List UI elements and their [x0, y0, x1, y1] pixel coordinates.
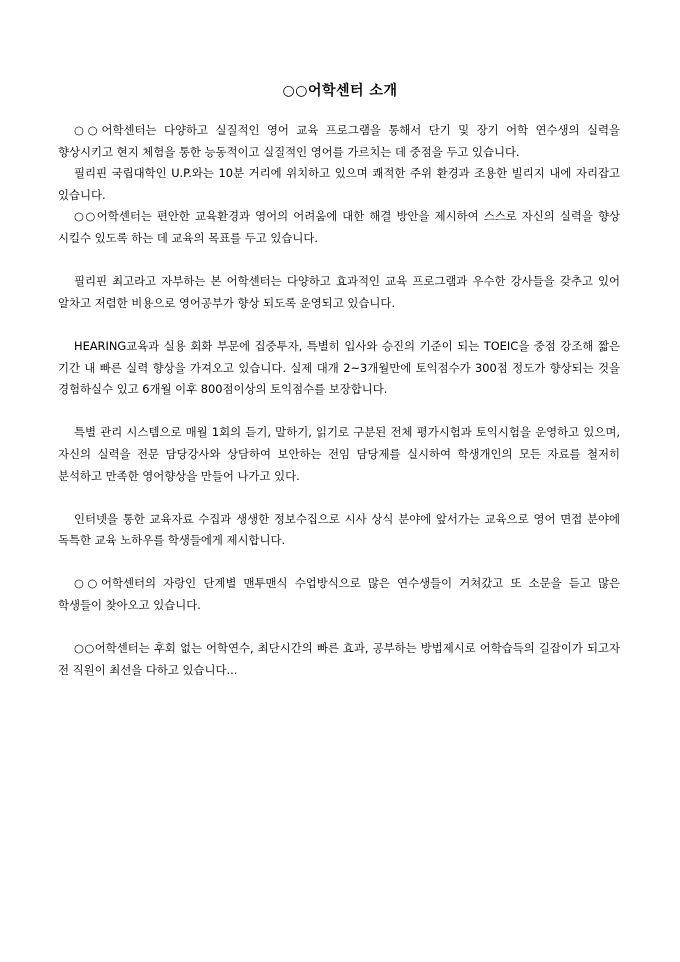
page-title: ○○어학센터 소개	[282, 83, 398, 99]
paragraph-toeic: HEARING교육과 실용 회화 부문에 집중투자, 특별히 입사와 승진의 기준이 되는 TOEIC을 중점 강조해 짧은 기간 내 빠른 실력 향상을 가져오고 있습니다. 실제 대개 2~3개월만에 토익점수가 300점 정도가 향상되는 것을 경험하실수 있고 6개월 이후 800점이상의 토익점수를 보장합니다.	[58, 338, 620, 397]
paragraph-method: ○○어학센터의 자랑인 단계별 맨투맨식 수업방식으로 많은 연수생들이 거쳐갔고 또 소문을 듣고 많은 학생들이 찾아오고 있습니다.	[58, 576, 620, 613]
paragraph-closing: ○○어학센터는 후회 없는 어학연수, 최단시간의 빠른 효과, 공부하는 방법제시로 어학습득의 길잡이가 되고자 전 직원이 최선을 다하고 있습니다...	[58, 641, 620, 677]
paragraph-programs: 필리핀 최고라고 자부하는 본 어학센터는 다양하고 효과적인 교육 프로그램과 우수한 강사들을 갖추고 있어 알차고 저렴한 비용으로 영어공부가 향상 되도록 운영되고 있습니다.	[58, 274, 620, 310]
paragraph-location: 필리핀 국립대학인 U.P.와는 10분 거리에 위치하고 있으며 쾌적한 주위 환경과 조용한 빌리지 내에 자리잡고 있습니다.	[58, 166, 620, 202]
paragraph-management: 특별 관리 시스템으로 매월 1회의 듣기, 말하기, 읽기로 구분된 전체 평가시험과 토익시험을 운영하고 있으며, 자신의 실력을 전문 담당강사와 상담하여 보안하는 전임 담당제를 실시하여 학생개인의 모든 자료를 철저히 분석하고 만족한 영어향상을 만들어 나가고 있다.	[58, 425, 620, 483]
document-body	[58, 120, 620, 681]
paragraph-intro: ○○어학센터는 다양하고 실질적인 영어 교육 프로그램을 통해서 단기 및 장기 어학 연수생의 실력을 향상시키고 현지 체험을 통한 능동적이고 실질적인 영어를 가르치는 데 중점을 두고 있습니다.	[58, 123, 620, 159]
paragraph-goal: ○○어학센터는 편안한 교육환경과 영어의 어려움에 대한 해결 방안을 제시하여 스스로 자신의 실력을 향상 시킬수 있도록 하는 데 교육의 목표를 두고 있습니다.	[58, 209, 620, 245]
paragraph-internet: 인터넷을 통한 교육자료 수집과 생생한 정보수집으로 시사 상식 분야에 앞서가는 교육으로 영어 면접 분야에 독특한 교육 노하우를 학생들에게 제시합니다.	[58, 511, 620, 548]
